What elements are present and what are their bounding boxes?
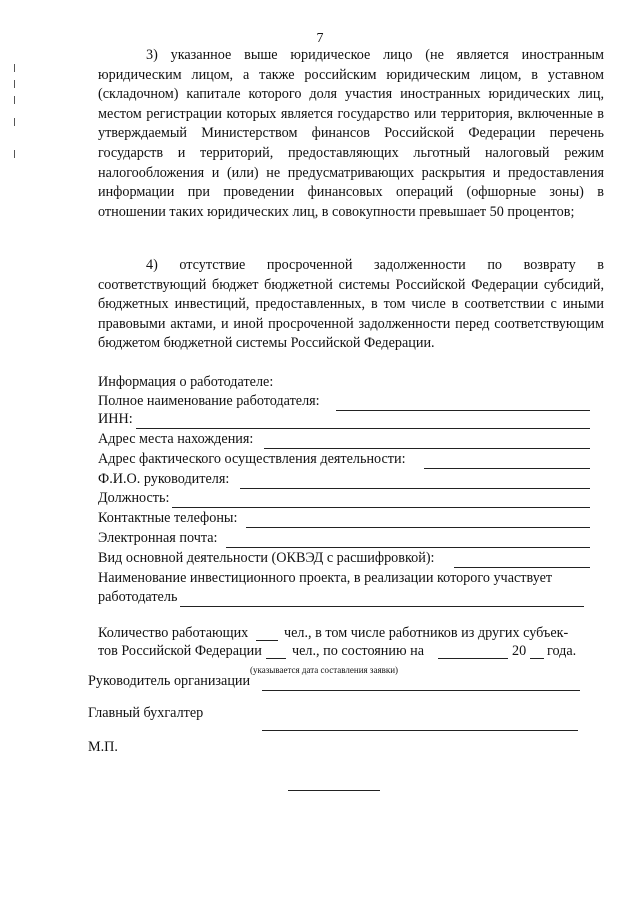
full-name-label: Полное наименование работодателя: bbox=[98, 393, 320, 409]
actual-address-label: Адрес фактического осуществления деятельности: bbox=[98, 451, 406, 467]
director-name-field[interactable] bbox=[240, 488, 590, 489]
margin-mark bbox=[14, 118, 15, 126]
clause-item-4: 4) отсутствие просроченной задолженности по возврату в соответствующий бюджет бюджетной системы Российской Федерации субсидий, бюджетных инвестиций, предоставленных, в том числе в соответствии с иными правовыми актами, и иной просроченной задолженности перед соответствующим бюджетом бюджетной системы Российской Федерации. bbox=[98, 257, 604, 352]
main-activity-label: Вид основной деятельности (ОКВЭД с расшифровкой): bbox=[98, 550, 435, 566]
director-name-label: Ф.И.О. руководителя: bbox=[98, 471, 230, 487]
accountant-signature-field[interactable] bbox=[262, 730, 578, 731]
accountant-signature-label: Главный бухгалтер bbox=[88, 705, 204, 721]
year-prefix: 20 bbox=[512, 643, 527, 659]
project-name-label: Наименование инвестиционного проекта, в реализации которого участвует bbox=[98, 570, 553, 586]
staff-other-regions-field[interactable] bbox=[266, 658, 286, 659]
staff-count-text: чел., в том числе работников из других субъек- bbox=[284, 625, 569, 641]
staff-count-field[interactable] bbox=[256, 640, 278, 641]
date-note: (указывается дата составления заявки) bbox=[250, 665, 399, 675]
margin-mark bbox=[14, 96, 15, 104]
margin-mark bbox=[14, 150, 15, 158]
project-name-label-cont: работодатель bbox=[98, 589, 178, 605]
staff-count-label: Количество работающих bbox=[98, 625, 249, 641]
margin-mark bbox=[14, 64, 15, 72]
as-of-label: чел., по состоянию на bbox=[292, 643, 425, 659]
end-separator bbox=[288, 790, 380, 791]
inn-field[interactable] bbox=[136, 428, 590, 429]
page-number: 7 bbox=[316, 31, 324, 46]
date-field[interactable] bbox=[438, 658, 508, 659]
email-field[interactable] bbox=[226, 547, 590, 548]
staff-other-regions-label: тов Российской Федерации bbox=[98, 643, 262, 659]
year-suffix: года. bbox=[547, 643, 577, 659]
project-name-field[interactable] bbox=[180, 606, 584, 607]
main-activity-field[interactable] bbox=[454, 567, 590, 568]
location-address-field[interactable] bbox=[264, 448, 590, 449]
clause-item-3: 3) указанное выше юридическое лицо (не является иностранным юридическим лицом, а также российским юридическим лицом, в уставном (складочном) капитале которого доля участия иностранных юридических лиц, местом регистрации которых является государство или территория, включенные в утверждаемый Министерством финансов Российской Федерации перечень государств и территорий, предоставляющих льготный налоговый режим налогообложения и (или) не предусматривающих раскрытия и предоставления информации при проведении финансовых операций (офшорные зоны) в отношении таких юридических лиц, в совокупности превышает 50 процентов; bbox=[98, 47, 604, 220]
head-signature-field[interactable] bbox=[262, 690, 580, 691]
position-field[interactable] bbox=[172, 507, 590, 508]
full-name-field[interactable] bbox=[336, 410, 590, 411]
phones-field[interactable] bbox=[246, 527, 590, 528]
position-label: Должность: bbox=[98, 490, 170, 506]
phones-label: Контактные телефоны: bbox=[98, 510, 238, 526]
actual-address-field[interactable] bbox=[424, 468, 590, 469]
stamp-place: М.П. bbox=[88, 739, 118, 755]
margin-mark bbox=[14, 80, 15, 88]
year-field[interactable] bbox=[530, 658, 544, 659]
location-address-label: Адрес места нахождения: bbox=[98, 431, 254, 447]
inn-label: ИНН: bbox=[98, 411, 133, 427]
head-signature-label: Руководитель организации bbox=[88, 673, 251, 689]
email-label: Электронная почта: bbox=[98, 530, 218, 546]
employer-info-heading: Информация о работодателе: bbox=[98, 374, 274, 390]
